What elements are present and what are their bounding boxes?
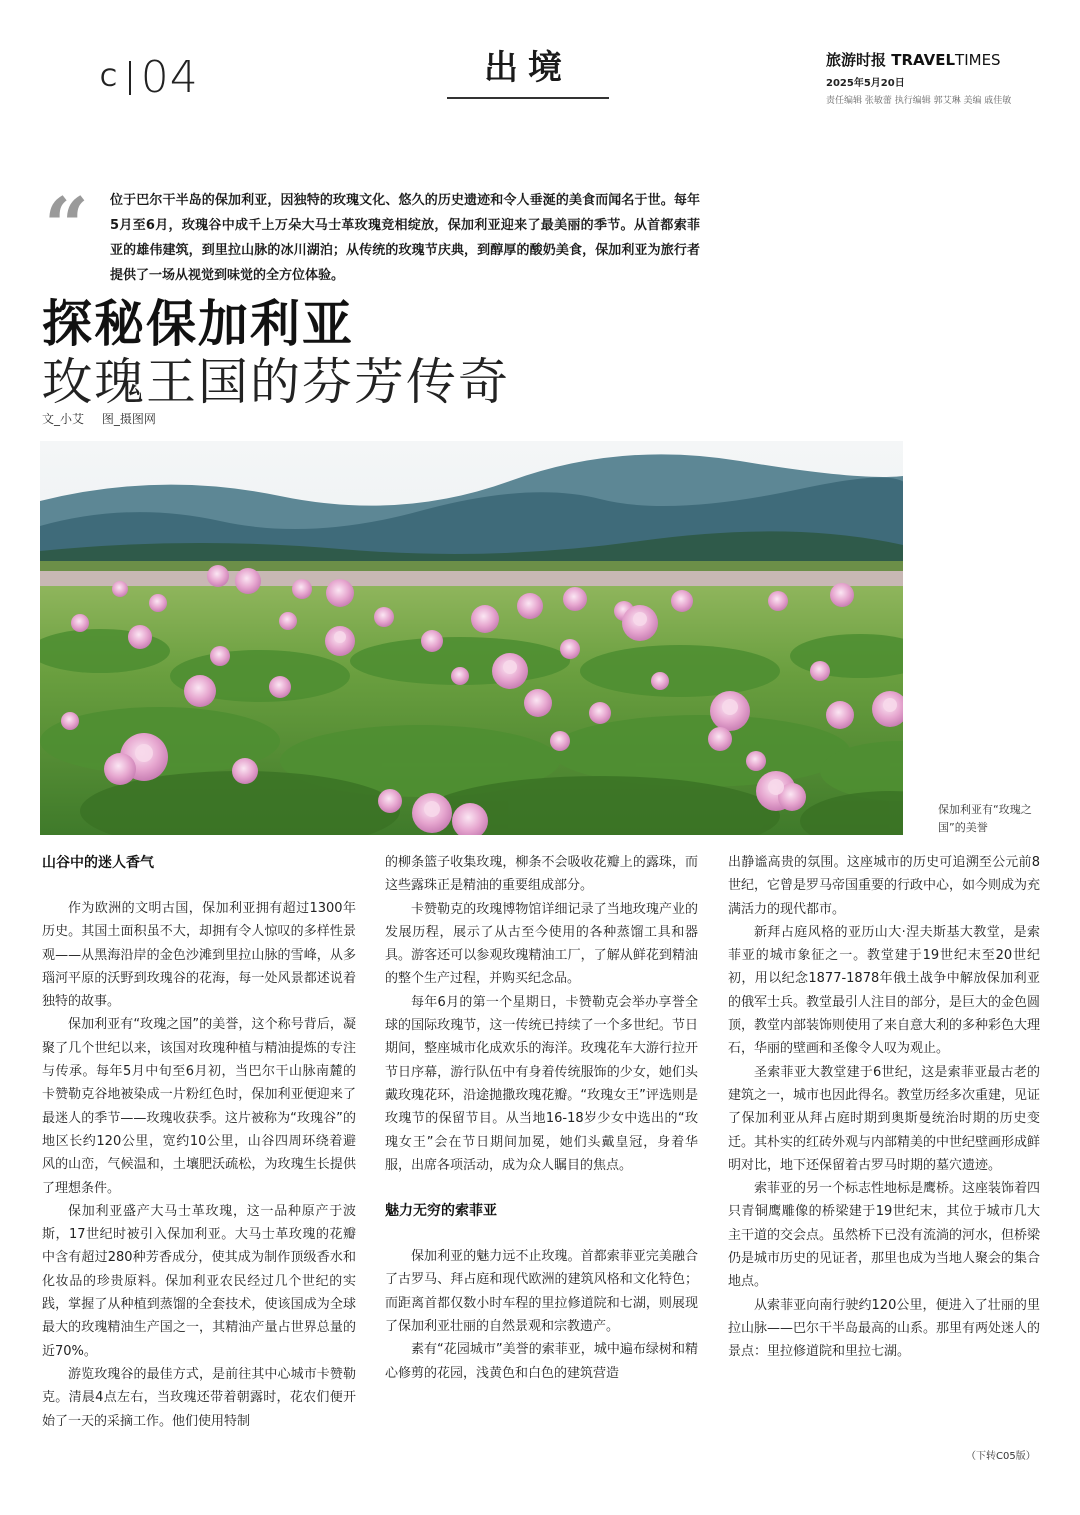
paragraph: 每年6月的第一个星期日，卡赞勒克会举办享誉全球的国际玫瑰节，这一传统已持续了一个多世纪。节日期间，整座城市化成欢乐的海洋。玫瑰花车大游行拉开节日序幕，游行队伍中有身着传统服饰的少女，她们头戴玫瑰花环，沿途抛撒玫瑰花瓣。“玫瑰女王”评选则是玫瑰节的保留节目。从当地16-18岁少女中选出的“玫瑰女王”会在节日期间加冕，她们头戴皇冠，身着华服，出席各项活动，成为众人瞩目的焦点。 [385, 994, 698, 1173]
intro-text: 位于巴尔干半岛的保加利亚，因独特的玫瑰文化、悠久的历史遗迹和令人垂涎的美食而闻名于世。每年5月至6月，玫瑰谷中成千上万朵大马士革玫瑰竞相绽放，保加利亚迎来了最美丽的季节。从首都索菲亚的雄伟建筑，到里拉山脉的冰川湖泊；从传统的玫瑰节庆典，到醇厚的酸奶美食，保加利亚为旅行者提供了一场从视觉到味觉的全方位体验。 [110, 193, 700, 283]
section-heading-sofia: 魅力无穷的索菲亚 [385, 1203, 497, 1220]
page-number-value: 04 [140, 52, 199, 103]
brand-en-light: TIMES [955, 51, 1001, 69]
byline-author: 文_小艾 [42, 412, 85, 426]
paragraph: 出静谧高贵的氛围。这座城市的历史可追溯至公元前8世纪，它曾是罗马帝国重要的行政中心，如今则成为充满活力的现代都市。 [728, 855, 1041, 917]
section-heading-valley: 山谷中的迷人香气 [42, 855, 154, 871]
page-divider [129, 61, 131, 95]
section-title: 出境 [484, 48, 572, 88]
paragraph: 保加利亚的魅力远不止玫瑰。首都索菲亚完美融合了古罗马、拜占庭和现代欧洲的建筑风格和文化特色；而距离首都仅数小时车程的里拉修道院和七湖，则展现了保加利亚壮丽的自然景观和宗教遗产。 [385, 1249, 698, 1335]
section-rule [447, 97, 609, 99]
paragraph: 作为欧洲的文明古国，保加利亚拥有超过1300年历史。其国土面积虽不大，却拥有令人惊叹的多样性景观——从黑海沿岸的金色沙滩到里拉山脉的雪峰，从多瑙河平原的沃野到玫瑰谷的花海，每一处风景都述说着独特的故事。 [42, 901, 356, 1010]
byline-photo: 图_摄图网 [101, 412, 156, 426]
paragraph: 索菲亚的另一个标志性地标是鹰桥。这座装饰着四只青铜鹰雕像的桥梁建于19世纪末，其位于城市几大主干道的交会点。虽然桥下已没有流淌的河水，但桥梁仍是城市历史的见证者，那里也成为当地人聚会的集合地点。 [728, 1181, 1041, 1290]
masthead-brand [826, 49, 1011, 70]
paragraph: 圣索菲亚大教堂建于6世纪，这是索菲亚最古老的建筑之一，城市也因此得名。教堂历经多次重建，见证了保加利亚从拜占庭时期到奥斯曼统治时期的历史变迁。其朴实的红砖外观与内部精美的中世纪壁画形成鲜明对比，地下还保留着古罗马时期的墓穴遗迹。 [728, 1064, 1041, 1173]
brand-en-bold: TRAVEL [891, 51, 956, 69]
rose-field-photo [40, 441, 903, 835]
paragraph: 卡赞勒克的玫瑰博物馆详细记录了当地玫瑰产业的发展历程，展示了从古至今使用的各种蒸馏工具和器具。游客还可以参观玫瑰精油工厂，了解从鲜花到精油的整个生产过程，并购买纪念品。 [385, 901, 698, 987]
masthead [826, 49, 1011, 106]
paragraph: 保加利亚有“玫瑰之国”的美誉，这个称号背后，凝聚了几个世纪以来，该国对玫瑰种植与精油提炼的专注与传承。每年5月中旬至6月初，当巴尔干山脉南麓的卡赞勒克谷地被染成一片粉红色时，保加利亚便迎来了最迷人的季节——玫瑰收获季。这片被称为“玫瑰谷”的地区长约120公里，宽约10公里，山谷四周环绕着避风的山峦，气候温和，土壤肥沃疏松，为玫瑰生长提供了理想条件。 [42, 1017, 356, 1196]
paragraph: 的柳条篮子收集玫瑰，柳条不会吸收花瓣上的露珠，而这些露珠正是精油的重要组成部分。 [385, 855, 698, 894]
brand-cn: 旅游时报 [826, 51, 887, 69]
byline [42, 410, 170, 427]
subheadline: 玫瑰王国的芬芳传奇 [42, 353, 510, 411]
article-column-1 [42, 851, 356, 1433]
headline: 探秘保加利亚 [42, 294, 354, 353]
continued-note: （下转C05版） [966, 1451, 1036, 1462]
paragraph: 从索菲亚向南行驶约120公里，便进入了壮丽的里拉山脉——巴尔干半岛最高的山系。那里有两处迷人的景点：里拉修道院和里拉七湖。 [728, 1297, 1041, 1360]
paragraph: 保加利亚盛产大马士革玫瑰，这一品种原产于波斯，17世纪时被引入保加利亚。大马士革玫瑰的花瓣中含有超过280种芳香成分，使其成为制作顶级香水和化妆品的珍贵原料。保加利亚农民经过几个世纪的实践，掌握了从种植到蒸馏的全套技术，使该国成为全球最大的玫瑰精油生产国之一，其精油产量占世界总量的近70%。 [42, 1203, 356, 1359]
page-number [100, 52, 199, 103]
issue-date: 2025年5月20日 [826, 78, 905, 89]
paragraph: 新拜占庭风格的亚历山大·涅夫斯基大教堂，是索菲亚的城市象征之一。教堂建于19世纪末至20世纪初，用以纪念1877-1878年俄土战争中解放保加利亚的俄军士兵。教堂最引人注目的部分，是巨大的金色圆顶，教堂内部装饰则使用了来自意大利的多种彩色大理石，华丽的壁画和圣像令人叹为观止。 [728, 924, 1041, 1057]
editor-credits: 责任编辑 张敏蕾 执行编辑 郭艾琳 美编 戚佳敏 [826, 96, 1012, 106]
article-column-3 [728, 851, 1040, 1364]
paragraph: 素有“花园城市”美誉的索菲亚，城中遍布绿树和精心修剪的花园，浅黄色和白色的建筑营造 [385, 1342, 698, 1381]
photo-caption: 保加利亚有“玫瑰之国”的美誉 [938, 803, 1032, 834]
paragraph: 游览玫瑰谷的最佳方式，是前往其中心城市卡赞勒克。清晨4点左右，当玫瑰还带着朝露时，花农们便开始了一天的采摘工作。他们使用特制 [42, 1366, 356, 1429]
page-letter: C [100, 63, 121, 92]
rose-field-illustration [40, 441, 903, 835]
article-column-2 [385, 851, 698, 1385]
quote-mark-icon: “ [44, 181, 89, 272]
